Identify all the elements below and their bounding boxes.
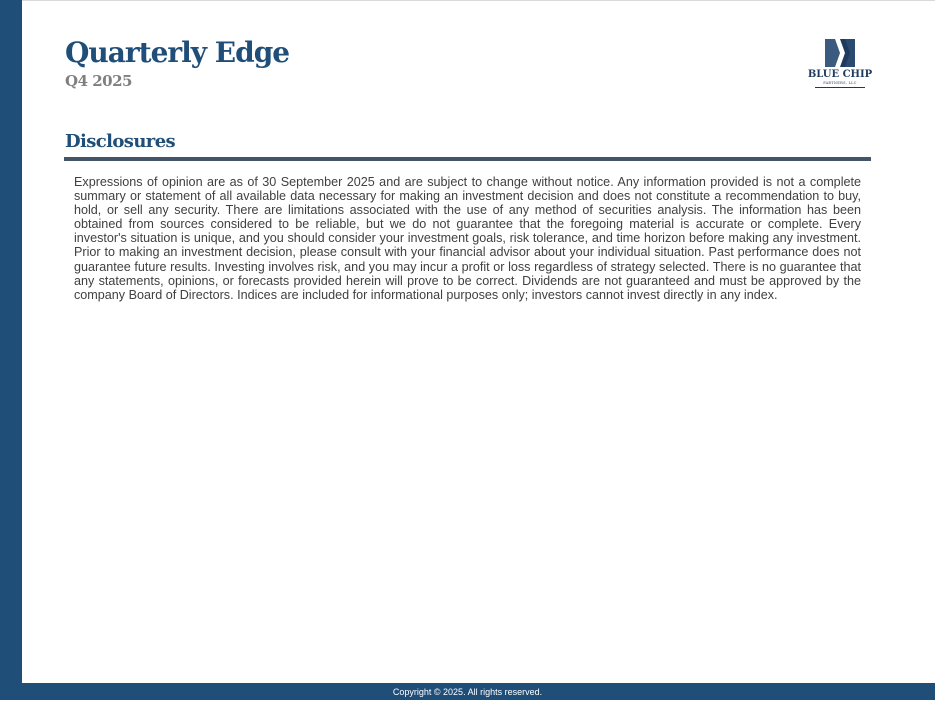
blue-chip-logo-icon [823,38,857,68]
copyright-text: Copyright © 2025. All rights reserved. [392,687,543,697]
logo-underline [815,87,865,88]
disclosure-paragraph: Expressions of opinion are as of 30 September 2025 and are subject to change without notice. Any information provided is not a complete summary or statement of all available data necessary for making an investment decision and does not constitute a recommendation to buy, hold, or sell any security. There are limitations associated with the use of any method of securities analysis. The information has been obtained from sources considered to be reliable, but we do not guarantee that the foregoing material is accurate or complete. Every investor's situation is unique, and you should consider your investment goals, risk tolerance, and time horizon before making any investment. Prior to making an investment decision, please consult with your financial advisor about your individual situation. Past performance does not guarantee future results. Investing involves risk, and you may incur a profit or loss regardless of strategy selected. There is no guarantee that any statements, opinions, or forecasts provided herein will prove to be correct. Dividends are not guaranteed and must be approved by the company Board of Directors. Indices are included for informational purposes only; investors cannot invest directly in any index. [74,175,861,302]
left-accent-bar [0,0,22,700]
section-divider [64,157,871,161]
logo-wordmark: BLUE CHIP [807,69,873,80]
logo-tagline: PARTNERS, LLC [823,81,857,85]
company-logo [800,38,880,98]
report-period: Q4 2025 [65,72,132,90]
section-heading: Disclosures [65,131,176,152]
top-border-line [0,0,935,1]
footer-bar [0,683,935,700]
report-title: Quarterly Edge [65,36,290,69]
